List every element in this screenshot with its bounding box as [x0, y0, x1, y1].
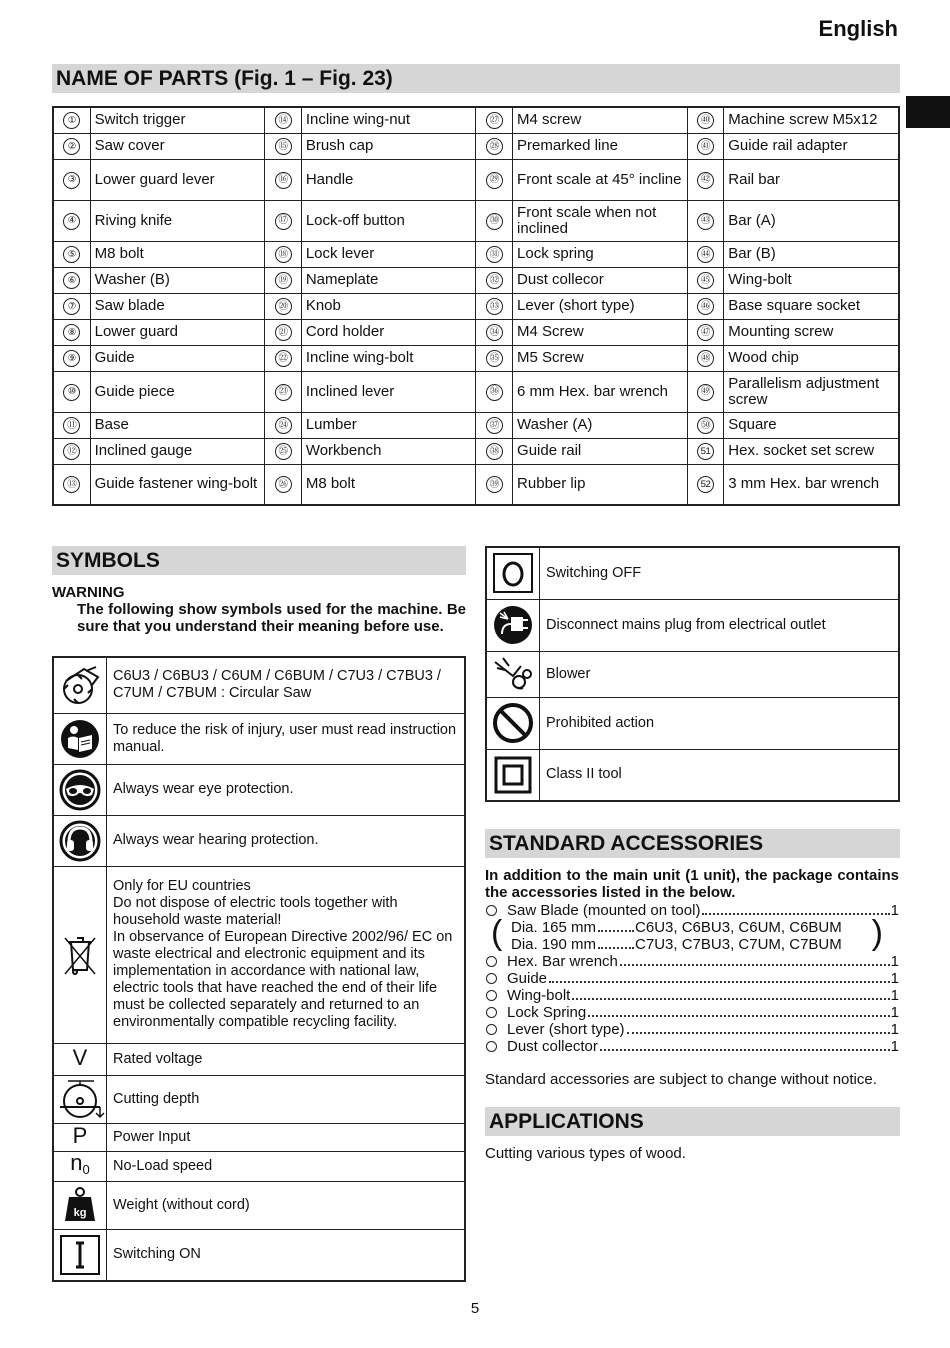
part-name: Workbench: [301, 438, 476, 464]
class-ii-icon: [486, 749, 540, 801]
part-number-cell: [687, 371, 724, 412]
part-name: Washer (A): [513, 412, 688, 438]
symbol-text: Class II tool: [540, 749, 900, 801]
right-paren: ): [871, 914, 883, 952]
part-number: ㉕: [275, 443, 292, 460]
part-number: ㊶: [697, 138, 714, 155]
symbol-row: [53, 657, 465, 713]
symbol-row: [486, 651, 899, 697]
symbol-text: Blower: [540, 651, 900, 697]
part-number-cell: [265, 371, 302, 412]
part-number: ㊵: [697, 112, 714, 129]
part-number: ⑩: [63, 384, 80, 401]
part-name: Incline wing-nut: [301, 107, 476, 133]
part-name: Base: [90, 412, 265, 438]
part-name: Handle: [301, 159, 476, 200]
symbol-text: Rated voltage: [107, 1043, 466, 1075]
symbol-text: Always wear eye protection.: [107, 764, 466, 815]
leader-dots: [549, 981, 890, 983]
part-number: ㊹: [697, 246, 714, 263]
accessory-qty: 1: [890, 953, 899, 970]
warning-block: [52, 584, 466, 635]
part-name: Riving knife: [90, 200, 265, 241]
accessories-heading: STANDARD ACCESSORIES: [485, 829, 900, 858]
part-name: Rail bar: [724, 159, 899, 200]
part-number: ④: [63, 213, 80, 230]
parts-row: [53, 345, 899, 371]
accessory-label: Hex. Bar wrench: [507, 953, 618, 970]
part-name: Saw blade: [90, 293, 265, 319]
part-number: ⑨: [63, 350, 80, 367]
parts-row: [53, 293, 899, 319]
part-number-cell: [476, 200, 513, 241]
part-name: Lever (short type): [513, 293, 688, 319]
part-number-cell: [476, 438, 513, 464]
part-number-cell: [476, 371, 513, 412]
leader-dots: [588, 1015, 889, 1017]
part-number: ㉓: [275, 384, 292, 401]
accessories-intro: In addition to the main unit (1 unit), the package contains the accessories listed in the below.: [485, 867, 899, 901]
symbol-row: [53, 1229, 465, 1281]
symbol-text: Switching ON: [107, 1229, 466, 1281]
leader-dots: [598, 930, 634, 932]
part-number-cell: [687, 438, 724, 464]
symbol-glyph: V: [72, 1044, 88, 1070]
part-number-cell: [265, 412, 302, 438]
part-name: M5 Screw: [513, 345, 688, 371]
eye-protection-icon: [53, 764, 107, 815]
part-name: Lower guard: [90, 319, 265, 345]
part-number: ⑮: [275, 138, 292, 155]
symbol-text: Always wear hearing protection.: [107, 815, 466, 866]
accessory-item: [485, 1038, 899, 1055]
part-number-cell: [476, 412, 513, 438]
symbol-row: [486, 749, 899, 801]
part-number: ㉘: [486, 138, 503, 155]
blade-size: Dia. 190 mm: [511, 936, 597, 953]
part-number-cell: [265, 319, 302, 345]
part-number: ⑰: [275, 213, 292, 230]
symbol-text: Cutting depth: [107, 1075, 466, 1123]
part-number-cell: [687, 345, 724, 371]
part-number: ⑯: [275, 172, 292, 189]
part-number: ㊿: [697, 417, 714, 434]
part-number-cell: [687, 319, 724, 345]
part-number-cell: [53, 107, 90, 133]
parts-table: [52, 106, 900, 506]
part-number: ②: [63, 138, 80, 155]
applications-heading: APPLICATIONS: [485, 1107, 900, 1136]
symbol-text: C6U3 / C6BU3 / C6UM / C6BUM / C7U3 / C7BU3 / C7UM / C7BUM : Circular Saw: [107, 657, 466, 713]
part-name: Parallelism adjustment screw: [724, 371, 899, 412]
part-number-cell: [687, 133, 724, 159]
no-load-speed-icon: [53, 1151, 107, 1181]
part-number-cell: [687, 241, 724, 267]
symbols-table-left: [52, 656, 466, 1282]
symbol-row: [53, 815, 465, 866]
part-number: ㊸: [697, 213, 714, 230]
part-name: Inclined gauge: [90, 438, 265, 464]
part-number: ㊾: [697, 384, 714, 401]
part-name: Lock-off button: [301, 200, 476, 241]
accessory-item: [485, 987, 899, 1004]
part-name: Nameplate: [301, 267, 476, 293]
symbol-row: [53, 764, 465, 815]
parts-row: [53, 319, 899, 345]
part-name: Wood chip: [724, 345, 899, 371]
symbol-row: [53, 713, 465, 764]
part-name: Cord holder: [301, 319, 476, 345]
part-number-cell: [265, 438, 302, 464]
parts-row: [53, 241, 899, 267]
part-name: M4 Screw: [513, 319, 688, 345]
part-number: ⑬: [63, 476, 80, 493]
switch-off-icon: [486, 547, 540, 599]
part-number-cell: [265, 241, 302, 267]
part-name: Guide: [90, 345, 265, 371]
part-number: ⑤: [63, 246, 80, 263]
part-number: ①: [63, 112, 80, 129]
part-name: Rubber lip: [513, 464, 688, 505]
part-number-cell: [687, 159, 724, 200]
leader-dots: [600, 1049, 890, 1051]
part-number-cell: [687, 293, 724, 319]
voltage-icon: [53, 1043, 107, 1075]
accessory-label: Dust collector: [507, 1038, 598, 1055]
blade-option: [511, 936, 863, 953]
part-name: Hex. socket set screw: [724, 438, 899, 464]
svg-text:kg: kg: [73, 1207, 87, 1219]
part-name: Bar (A): [724, 200, 899, 241]
part-number: 52: [697, 476, 714, 493]
leader-dots: [627, 1032, 890, 1034]
part-number: ㊼: [697, 324, 714, 341]
accessory-label: Guide: [507, 970, 548, 987]
part-name: M8 bolt: [301, 464, 476, 505]
circular-saw-icon: [53, 657, 107, 713]
power-input-icon: [53, 1123, 107, 1151]
part-number-cell: [265, 159, 302, 200]
part-number: ⑪: [63, 417, 80, 434]
part-number-cell: [53, 200, 90, 241]
part-name: Bar (B): [724, 241, 899, 267]
part-name: M4 screw: [513, 107, 688, 133]
symbol-row: [53, 1043, 465, 1075]
accessory-qty: 1: [890, 987, 899, 1004]
part-number: ㉗: [486, 112, 503, 129]
accessory-qty: 1: [890, 1021, 899, 1038]
symbol-row: [53, 1123, 465, 1151]
part-number-cell: [265, 107, 302, 133]
part-number: ㊻: [697, 298, 714, 315]
parts-row: [53, 133, 899, 159]
parts-row: [53, 464, 899, 505]
part-name: Premarked line: [513, 133, 688, 159]
accessory-item: [485, 1021, 899, 1038]
part-number: ㉟: [486, 350, 503, 367]
prohibited-icon: [486, 697, 540, 749]
symbol-row: [53, 866, 465, 1043]
part-number-cell: [687, 267, 724, 293]
part-number-cell: [265, 464, 302, 505]
language-label: English: [818, 16, 898, 41]
part-number: ㉞: [486, 324, 503, 341]
page-number: 5: [470, 1300, 480, 1317]
part-number: 51: [697, 443, 714, 460]
part-name: 6 mm Hex. bar wrench: [513, 371, 688, 412]
leader-dots: [702, 913, 889, 915]
part-number: ⑲: [275, 272, 292, 289]
leader-dots: [572, 998, 889, 1000]
part-number-cell: [53, 412, 90, 438]
accessory-item: [485, 1004, 899, 1021]
crossed-bin-icon: [53, 866, 107, 1043]
part-number-cell: [476, 464, 513, 505]
part-number-cell: [53, 267, 90, 293]
part-number-cell: [476, 241, 513, 267]
blade-models: C6U3, C6BU3, C6UM, C6BUM: [635, 919, 842, 936]
part-name: Guide rail adapter: [724, 133, 899, 159]
part-name: Guide fastener wing-bolt: [90, 464, 265, 505]
symbol-row: [53, 1181, 465, 1229]
bullet-icon: [486, 1041, 497, 1052]
part-name: 3 mm Hex. bar wrench: [724, 464, 899, 505]
hearing-protection-icon: [53, 815, 107, 866]
part-name: Front scale at 45° incline: [513, 159, 688, 200]
accessory-qty: 1: [890, 1038, 899, 1055]
part-number-cell: [265, 345, 302, 371]
warning-text: The following show symbols used for the machine. Be sure that you understand their meaning before use.: [77, 601, 466, 635]
blade-option: [511, 919, 863, 936]
symbols-table-right: [485, 546, 900, 802]
part-number-cell: [265, 200, 302, 241]
part-name: Switch trigger: [90, 107, 265, 133]
symbol-text: Power Input: [107, 1123, 466, 1151]
part-number-cell: [476, 159, 513, 200]
symbol-row: [486, 547, 899, 599]
bullet-icon: [486, 990, 497, 1001]
parts-row: [53, 412, 899, 438]
part-number: ㉝: [486, 298, 503, 315]
part-name: Wing-bolt: [724, 267, 899, 293]
accessories-list: [485, 902, 899, 1055]
part-name: Front scale when not inclined: [513, 200, 688, 241]
part-number: ㊲: [486, 417, 503, 434]
part-name: Square: [724, 412, 899, 438]
part-number-cell: [687, 200, 724, 241]
symbol-text: Switching OFF: [540, 547, 900, 599]
part-number-cell: [53, 133, 90, 159]
parts-row: [53, 159, 899, 200]
symbol-text: Prohibited action: [540, 697, 900, 749]
part-name: Dust collecor: [513, 267, 688, 293]
symbol-glyph: P: [72, 1122, 88, 1148]
parts-row: [53, 371, 899, 412]
part-number: ㉔: [275, 417, 292, 434]
part-number: ㉛: [486, 246, 503, 263]
part-number: ㊱: [486, 384, 503, 401]
part-number: ⑧: [63, 324, 80, 341]
accessory-item: [485, 970, 899, 987]
part-number-cell: [265, 133, 302, 159]
part-name: Saw cover: [90, 133, 265, 159]
part-number: ㊷: [697, 172, 714, 189]
parts-row: [53, 438, 899, 464]
symbol-text: Only for EU countries Do not dispose of electric tools together with household waste material! In observance of European Directive 2002/96/ EC on waste electrical and electronic equipment and its implementation in accordance with national law, electric tools that have reached the end of their life must be collected separately and returned to an environmentally compatible recycling facility.: [107, 866, 466, 1043]
part-number-cell: [265, 267, 302, 293]
part-number-cell: [53, 293, 90, 319]
left-paren: (: [491, 914, 503, 952]
part-name: Base square socket: [724, 293, 899, 319]
part-number-cell: [53, 319, 90, 345]
part-name: Lock spring: [513, 241, 688, 267]
part-name: Washer (B): [90, 267, 265, 293]
part-number: ㉜: [486, 272, 503, 289]
part-number: ㉒: [275, 350, 292, 367]
part-number: ㊴: [486, 476, 503, 493]
part-number-cell: [53, 241, 90, 267]
part-name: Incline wing-bolt: [301, 345, 476, 371]
part-name: Brush cap: [301, 133, 476, 159]
part-number: ⑱: [275, 246, 292, 263]
symbol-glyph-sub: 0: [82, 1161, 90, 1177]
part-number-cell: [476, 345, 513, 371]
part-name: Lumber: [301, 412, 476, 438]
part-number: ③: [63, 172, 80, 189]
unplug-icon: [486, 599, 540, 651]
accessory-label: Saw Blade (mounted on tool): [507, 902, 701, 919]
part-number-cell: [53, 371, 90, 412]
part-number: ⑫: [63, 443, 80, 460]
part-number: ⑳: [275, 298, 292, 315]
accessory-label: Lock Spring: [507, 1004, 587, 1021]
part-number: ⑭: [275, 112, 292, 129]
part-number: ⑥: [63, 272, 80, 289]
read-manual-icon: [53, 713, 107, 764]
symbol-glyph: n: [70, 1150, 83, 1176]
part-number-cell: [476, 107, 513, 133]
parts-row: [53, 200, 899, 241]
accessories-note: Standard accessories are subject to change without notice.: [485, 1071, 877, 1088]
bullet-icon: [486, 1007, 497, 1018]
section-tab-marker: [906, 96, 950, 128]
bullet-icon: [486, 956, 497, 967]
symbols-heading: SYMBOLS: [52, 546, 466, 575]
parts-row: [53, 107, 899, 133]
part-number: ㊽: [697, 350, 714, 367]
part-name: Guide rail: [513, 438, 688, 464]
part-number-cell: [53, 438, 90, 464]
part-number-cell: [476, 267, 513, 293]
leader-dots: [598, 947, 634, 949]
part-number-cell: [476, 133, 513, 159]
accessory-label: Lever (short type): [507, 1021, 625, 1038]
part-number-cell: [53, 159, 90, 200]
accessory-label: Wing-bolt: [507, 987, 571, 1004]
part-number: ㉙: [486, 172, 503, 189]
part-name: Mounting screw: [724, 319, 899, 345]
part-number: ㉑: [275, 324, 292, 341]
part-number-cell: [476, 319, 513, 345]
bullet-icon: [486, 973, 497, 984]
part-number-cell: [53, 464, 90, 505]
accessory-item: [485, 953, 899, 970]
warning-label: WARNING: [52, 584, 125, 601]
weight-icon: [53, 1181, 107, 1229]
part-number-cell: [53, 345, 90, 371]
symbol-text: No-Load speed: [107, 1151, 466, 1181]
part-name: Machine screw M5x12: [724, 107, 899, 133]
parts-row: [53, 267, 899, 293]
accessory-qty: 1: [890, 902, 899, 919]
parts-heading: NAME OF PARTS (Fig. 1 – Fig. 23): [52, 64, 900, 93]
bullet-icon: [486, 1024, 497, 1035]
symbol-text: To reduce the risk of injury, user must read instruction manual.: [107, 713, 466, 764]
blade-models: C7U3, C7BU3, C7UM, C7BUM: [635, 936, 842, 953]
symbol-text: Weight (without cord): [107, 1181, 466, 1229]
part-name: Lock lever: [301, 241, 476, 267]
part-number: ㊺: [697, 272, 714, 289]
part-number-cell: [476, 293, 513, 319]
part-number-cell: [687, 107, 724, 133]
part-number-cell: [265, 293, 302, 319]
switch-on-icon: [53, 1229, 107, 1281]
part-name: M8 bolt: [90, 241, 265, 267]
blade-size: Dia. 165 mm: [511, 919, 597, 936]
symbol-row: [486, 697, 899, 749]
accessory-item: [485, 902, 899, 919]
part-number: ㉖: [275, 476, 292, 493]
symbol-row: [486, 599, 899, 651]
symbol-row: [53, 1151, 465, 1181]
symbol-row: [53, 1075, 465, 1123]
part-name: Guide piece: [90, 371, 265, 412]
part-number-cell: [687, 464, 724, 505]
accessory-qty: 1: [890, 970, 899, 987]
symbol-text: Disconnect mains plug from electrical outlet: [540, 599, 900, 651]
blade-options: [485, 914, 883, 953]
part-name: Inclined lever: [301, 371, 476, 412]
applications-text: Cutting various types of wood.: [485, 1145, 686, 1162]
leader-dots: [620, 964, 890, 966]
blower-icon: [486, 651, 540, 697]
part-name: Knob: [301, 293, 476, 319]
part-number: ㉚: [486, 213, 503, 230]
part-number-cell: [687, 412, 724, 438]
cutting-depth-icon: [53, 1075, 107, 1123]
part-number: ⑦: [63, 298, 80, 315]
part-number: ㊳: [486, 443, 503, 460]
part-name: Lower guard lever: [90, 159, 265, 200]
accessory-qty: 1: [890, 1004, 899, 1021]
